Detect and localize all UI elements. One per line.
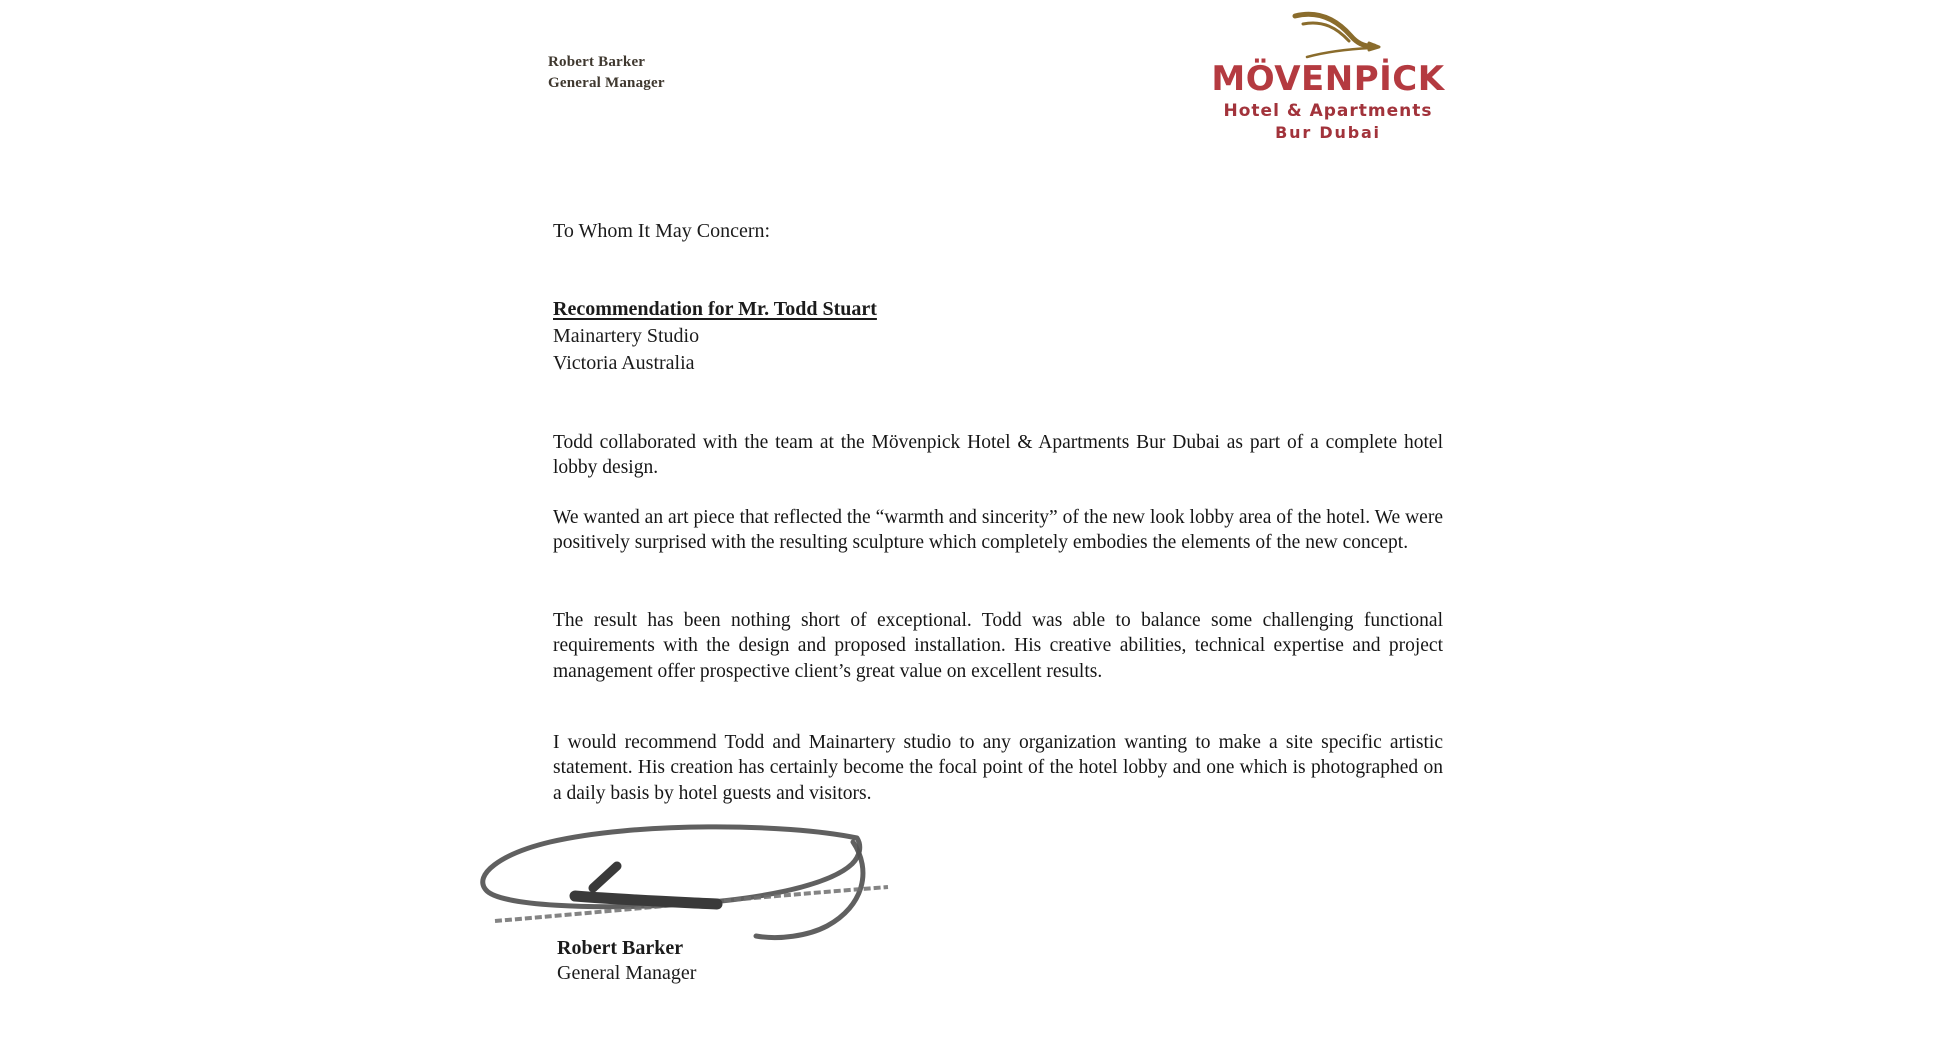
signatory-name: Robert Barker xyxy=(557,937,684,959)
recipient-studio: Mainartery Studio xyxy=(553,325,700,347)
subject-heading: Recommendation for Mr. Todd Stuart xyxy=(553,298,877,320)
paragraph-1: Todd collaborated with the team at the Mövenpick Hotel & Apartments Bur Dubai as part of a complete hotel lobby design. xyxy=(553,432,1443,479)
logo-location: Bur Dubai xyxy=(1275,123,1381,142)
salutation: To Whom It May Concern: xyxy=(553,220,771,242)
paragraph-4: I would recommend Todd and Mainartery studio to any organization wanting to make a site specific artistic statement. His creation has certainly become the focal point of the hotel lobby and one which is photographed on a daily basis by hotel guests and visitors. xyxy=(553,732,1443,804)
logo-subtitle: Hotel & Apartments xyxy=(1223,101,1433,121)
letterhead-title: General Manager xyxy=(548,75,665,91)
paragraph-2: We wanted an art piece that reflected the “warmth and sincerity” of the new look lobby area of the hotel. We were positively surprised with the resulting sculpture which completely embodies the elements of the new concept. xyxy=(553,507,1443,554)
signatory-block xyxy=(557,936,696,986)
subject-block xyxy=(553,296,877,377)
letterhead xyxy=(548,52,665,94)
bird-icon xyxy=(1273,8,1383,60)
signatory-title: General Manager xyxy=(557,962,697,984)
paragraph-3: The result has been nothing short of exceptional. Todd was able to balance some challenging functional requirements with the design and proposed installation. His creative abilities, technical expertise and project management offer prospective client’s great value on excellent results. xyxy=(553,610,1443,682)
signature xyxy=(455,818,905,948)
letterhead-name: Robert Barker xyxy=(548,54,646,70)
hotel-logo xyxy=(1208,8,1448,142)
recipient-location: Victoria Australia xyxy=(553,352,695,374)
logo-wordmark: MÖVENPİCK xyxy=(1211,59,1445,99)
